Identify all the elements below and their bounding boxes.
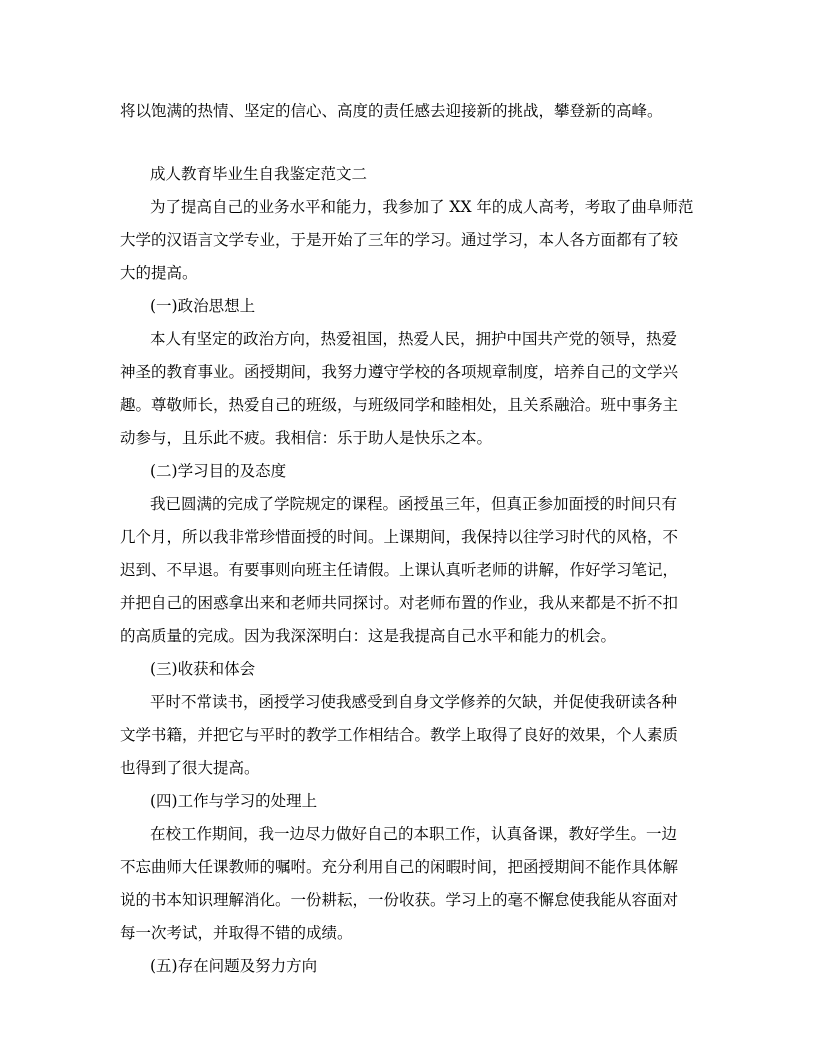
paragraph-line: 文学书籍，并把它与平时的教学工作相结合。教学上取得了良好的效果，个人素质 [120, 726, 679, 744]
paragraph-line: 也得到了很大提高。 [120, 759, 260, 777]
paragraph-line: 每一次考试，并取得不错的成绩。 [120, 924, 353, 942]
paragraph-line: 的高质量的完成。因为我深深明白：这是我提高自己水平和能力的机会。 [120, 627, 617, 645]
paragraph-line: 说的书本知识理解消化。一份耕耘，一份收获。学习上的毫不懈怠使我能从容面对 [120, 891, 679, 909]
paragraph-line: 平时不常读书，函授学习使我感受到自身文学修养的欠缺，并促使我研读各种 [150, 693, 678, 711]
subheading-politics: (一)政治思想上 [150, 297, 256, 315]
paragraph-line: 动参与，且乐此不疲。我相信：乐于助人是快乐之本。 [120, 429, 493, 447]
section-title: 成人教育毕业生自我鉴定范文二 [150, 165, 368, 183]
paragraph-line: 并把自己的困惑拿出来和老师共同探讨。对老师布置的作业，我从来都是不折不扣 [120, 594, 679, 612]
paragraph-line: 迟到、不早退。有要事则向班主任请假。上课认真听老师的讲解，作好学习笔记， [120, 561, 679, 579]
paragraph-line: 大学的汉语言文学专业，于是开始了三年的学习。通过学习，本人各方面都有了较 [120, 231, 679, 249]
closing-sentence-line: 将以饱满的热情、坚定的信心、高度的责任感去迎接新的挑战，攀登新的高峰。 [120, 102, 663, 120]
paragraph-line: 不忘曲师大任课教师的嘱咐。充分利用自己的闲暇时间，把函授期间不能作具体解 [120, 858, 679, 876]
paragraph-line: 本人有坚定的政治方向，热爱祖国，热爱人民，拥护中国共产党的领导，热爱 [150, 330, 678, 348]
paragraph-line: 趣。尊敬师长，热爱自己的班级，与班级同学和睦相处，且关系融洽。班中事务主 [120, 396, 679, 414]
subheading-gains: (三)收获和体会 [150, 660, 256, 678]
subheading-work-study: (四)工作与学习的处理上 [150, 792, 318, 810]
paragraph-line: 为了提高自己的业务水平和能力，我参加了 XX 年的成人高考，考取了曲阜师范 [150, 198, 694, 216]
subheading-problems: (五)存在问题及努力方向 [150, 957, 318, 975]
subheading-study-attitude: (二)学习目的及态度 [150, 462, 287, 480]
paragraph-line: 几个月，所以我非常珍惜面授的时间。上课期间，我保持以往学习时代的风格，不 [120, 528, 679, 546]
paragraph-line: 在校工作期间，我一边尽力做好自己的本职工作，认真备课，教好学生。一边 [150, 825, 678, 843]
paragraph-line: 神圣的教育事业。函授期间，我努力遵守学校的各项规章制度，培养自己的文学兴 [120, 363, 679, 381]
paragraph-line: 我已圆满的完成了学院规定的课程。函授虽三年，但真正参加面授的时间只有 [150, 495, 678, 513]
paragraph-line: 大的提高。 [120, 264, 198, 282]
